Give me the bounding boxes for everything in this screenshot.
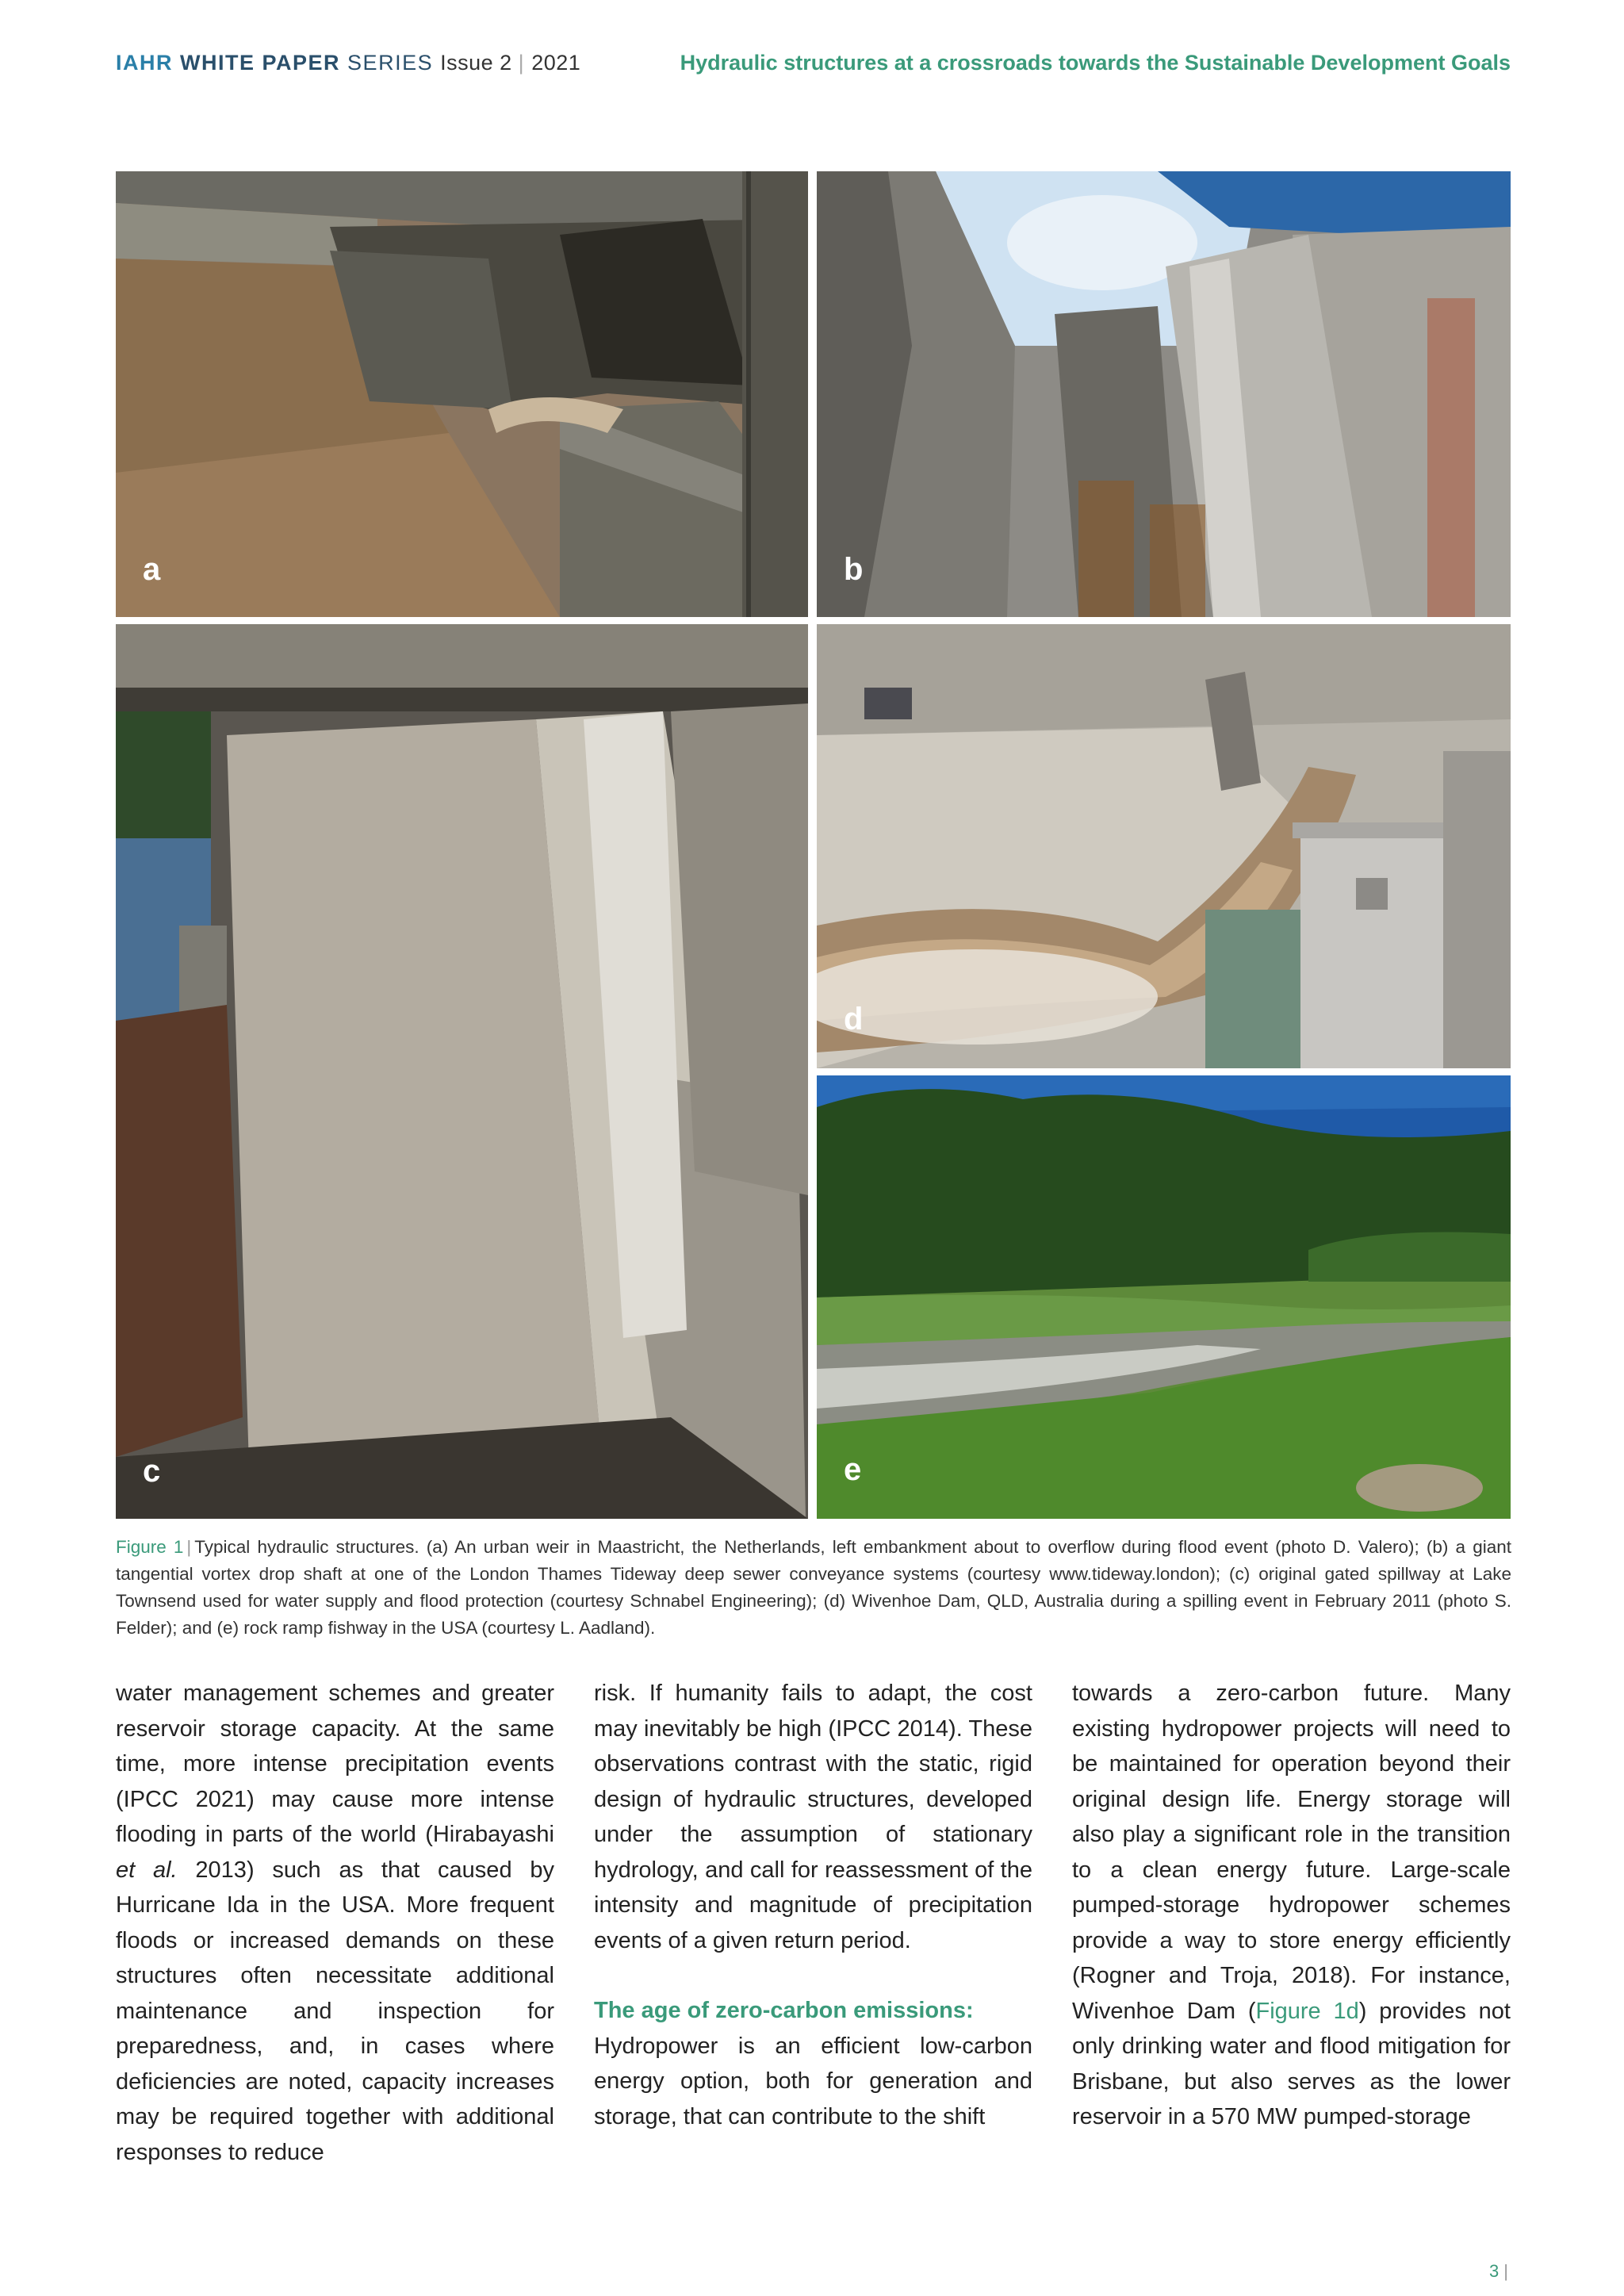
et-al: et al. [116, 1857, 178, 1883]
column-1-paragraph: water management schemes and greater reservoir storage capacity. At the same time, more intense precipitation events (IPCC 2021) may cause more intense flooding in parts of the world (Hirabayashi et al. 2013) such as that caused by Hurricane Ida in the USA. More frequent floods or increased demands on these structures often necessitate additional maintenance and inspection for preparedness, and, in cases where deficiencies are noted, capacity increases may be required together with additional responses to reduce [116, 1681, 554, 2165]
header-series: SERIES [347, 51, 434, 75]
running-header-title: Hydraulic structures at a crossroads towards the Sustainable Development Goals [680, 51, 1511, 75]
header-separator: | [518, 51, 526, 75]
header-org: IAHR [116, 51, 173, 75]
panel-letter-b: b [844, 552, 864, 587]
header-white-paper: WHITE PAPER [180, 51, 341, 75]
figure-caption [116, 1534, 1511, 1642]
body-column-3 [1072, 1676, 1511, 2135]
section-heading-zero-carbon: The age of zero-carbon emissions: [594, 1998, 974, 2023]
figure-caption-text: Typical hydraulic structures. (a) An urban weir in Maastricht, the Netherlands, left embankment about to overflow during flood event (photo D. Valero); (b) a giant tangential vortex drop shaft at one of the London Thames Tideway deep sewer conveyance systems (courtesy www.tideway.london); (c) original gated spillway at Lake Townsend used for water supply and flood protection (courtesy Schnabel Engineering); (d) Wivenhoe Dam, QLD, Australia during a spilling event in February 2011 (photo S. Felder); and (e) rock ramp fishway in the USA (courtesy L. Aadland). [116, 1537, 1511, 1638]
photo-vortex-drop-shaft [817, 171, 1511, 617]
column-2-paragraph-2: Hydropower is an efficient low-carbon energy option, both for generation and storage, that can contribute to the shift [594, 2033, 1032, 2129]
page-number-bar: | [1503, 2261, 1508, 2281]
photo-wivenhoe-dam [817, 624, 1511, 1068]
page-number: 3 | [1489, 2261, 1508, 2281]
photo-rock-ramp-fishway [817, 1075, 1511, 1519]
body-column-2 [594, 1676, 1032, 2134]
column-2-paragraph: risk. If humanity fails to adapt, the cost may inevitably be high (IPCC 2014). These observations contrast with the static, rigid design of hydraulic structures, developed under the assumption of stationary hydrology, and call for reassessment of the intensity and magnitude of precipitation events of a given return period. [594, 1681, 1032, 1953]
body-column-1 [116, 1676, 554, 2170]
photo-gated-spillway [116, 624, 808, 1519]
figure-label: Figure 1 [116, 1537, 184, 1557]
column-3-paragraph: towards a zero-carbon future. Many existing hydropower projects will need to be maintained for operation beyond their original design life. Energy storage will also play a significant role in the transition to a clean energy future. Large-scale pumped-storage hydropower schemes provide a way to store energy efficiently (Rogner and Troja, 2018). For instance, Wivenhoe Dam (Figure 1d) provides not only drinking water and flood mitigation for Brisbane, but also serves as the lower reservoir in a 570 MW pumped-storage [1072, 1681, 1511, 2129]
header-year: 2021 [531, 51, 581, 75]
figure-1d-link[interactable]: Figure 1d [1255, 1998, 1359, 2024]
panel-letter-c: c [143, 1454, 161, 1489]
caption-separator: | [186, 1537, 192, 1557]
running-header-series [116, 51, 580, 75]
header-issue: Issue 2 [440, 51, 512, 75]
panel-letter-e: e [844, 1452, 862, 1487]
panel-letter-a: a [143, 552, 161, 587]
photo-urban-weir [116, 171, 808, 617]
panel-letter-d: d [844, 1002, 864, 1037]
